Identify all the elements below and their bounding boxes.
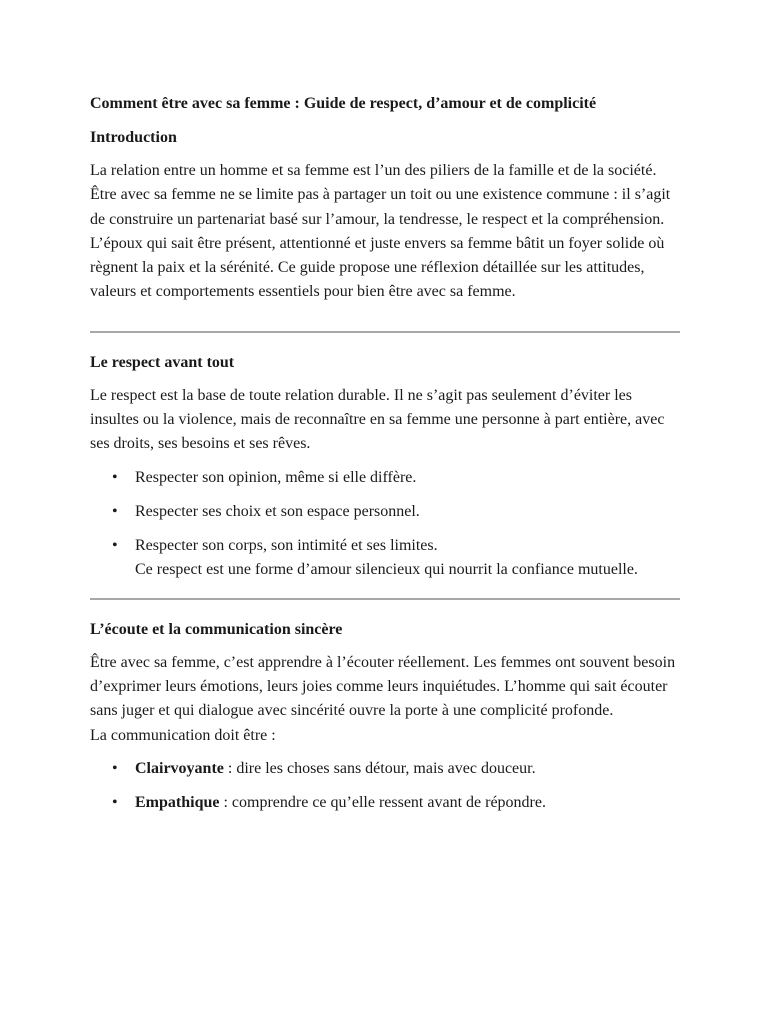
respect-bullet-list bbox=[90, 466, 680, 582]
section-divider bbox=[90, 598, 680, 600]
bullet-icon: • bbox=[112, 468, 118, 486]
section-communication bbox=[90, 618, 680, 815]
list-item-term: Clairvoyante bbox=[135, 759, 224, 777]
document-title: Comment être avec sa femme : Guide de respect, d’amour et de complicité bbox=[90, 95, 597, 112]
section-heading-respect: Le respect avant tout bbox=[90, 353, 235, 371]
section-heading-introduction: Introduction bbox=[90, 129, 177, 146]
communication-bullet-list bbox=[90, 757, 680, 815]
bullet-icon: • bbox=[112, 536, 118, 554]
introduction-paragraph: La relation entre un homme et sa femme est l’un des piliers de la famille et de la société. Être avec sa femme ne se limite pas à partager un toit ou une existence commune : il s’agit de construire un partenariat basé sur l’amour, la tendresse, le respect et la compréhension. L’époux qui sait être présent, attentionné et juste envers sa femme bâtit un foyer solide où règnent la paix et la sérénité. Ce guide propose une réflexion détaillée sur les attitudes, valeurs et comportements essentiels pour bien être avec sa femme. bbox=[90, 162, 671, 301]
section-introduction bbox=[90, 126, 680, 305]
list-item bbox=[90, 757, 680, 781]
list-item-term: Empathique bbox=[135, 793, 220, 811]
document-page bbox=[90, 92, 680, 825]
list-item-text: Respecter son corps, son intimité et ses limites. bbox=[135, 536, 438, 554]
list-item bbox=[90, 500, 680, 524]
section-respect bbox=[90, 351, 680, 582]
list-item-text: : comprendre ce qu’elle ressent avant de répondre. bbox=[219, 793, 546, 811]
list-item-text: Respecter son opinion, même si elle diffère. bbox=[135, 468, 417, 486]
respect-paragraph: Le respect est la base de toute relation durable. Il ne s’agit pas seulement d’éviter les insultes ou la violence, mais de reconnaître en sa femme une personne à part entière, avec ses droits, ses besoins et ses rêves. bbox=[90, 386, 665, 453]
section-divider bbox=[90, 331, 680, 333]
bullet-icon: • bbox=[112, 502, 118, 520]
section-heading-communication: L’écoute et la communication sincère bbox=[90, 620, 343, 638]
list-item bbox=[90, 534, 680, 582]
list-item-text: Respecter ses choix et son espace personnel. bbox=[135, 502, 420, 520]
bullet-icon: • bbox=[112, 759, 118, 777]
bullet-icon: • bbox=[112, 793, 118, 811]
list-item bbox=[90, 791, 680, 815]
list-item-text: : dire les choses sans détour, mais avec douceur. bbox=[223, 759, 536, 777]
list-item bbox=[90, 466, 680, 490]
communication-paragraph: Être avec sa femme, c’est apprendre à l’écouter réellement. Les femmes ont souvent besoin d’exprimer leurs émotions, leurs joies comme leurs inquiétudes. L’homme qui sait écouter sans juger et qui dialogue avec sincérité ouvre la porte à une complicité profonde. bbox=[90, 653, 676, 720]
communication-lead-in: La communication doit être : bbox=[90, 726, 276, 744]
list-item-continuation: Ce respect est une forme d’amour silencieux qui nourrit la confiance mutuelle. bbox=[135, 560, 638, 578]
